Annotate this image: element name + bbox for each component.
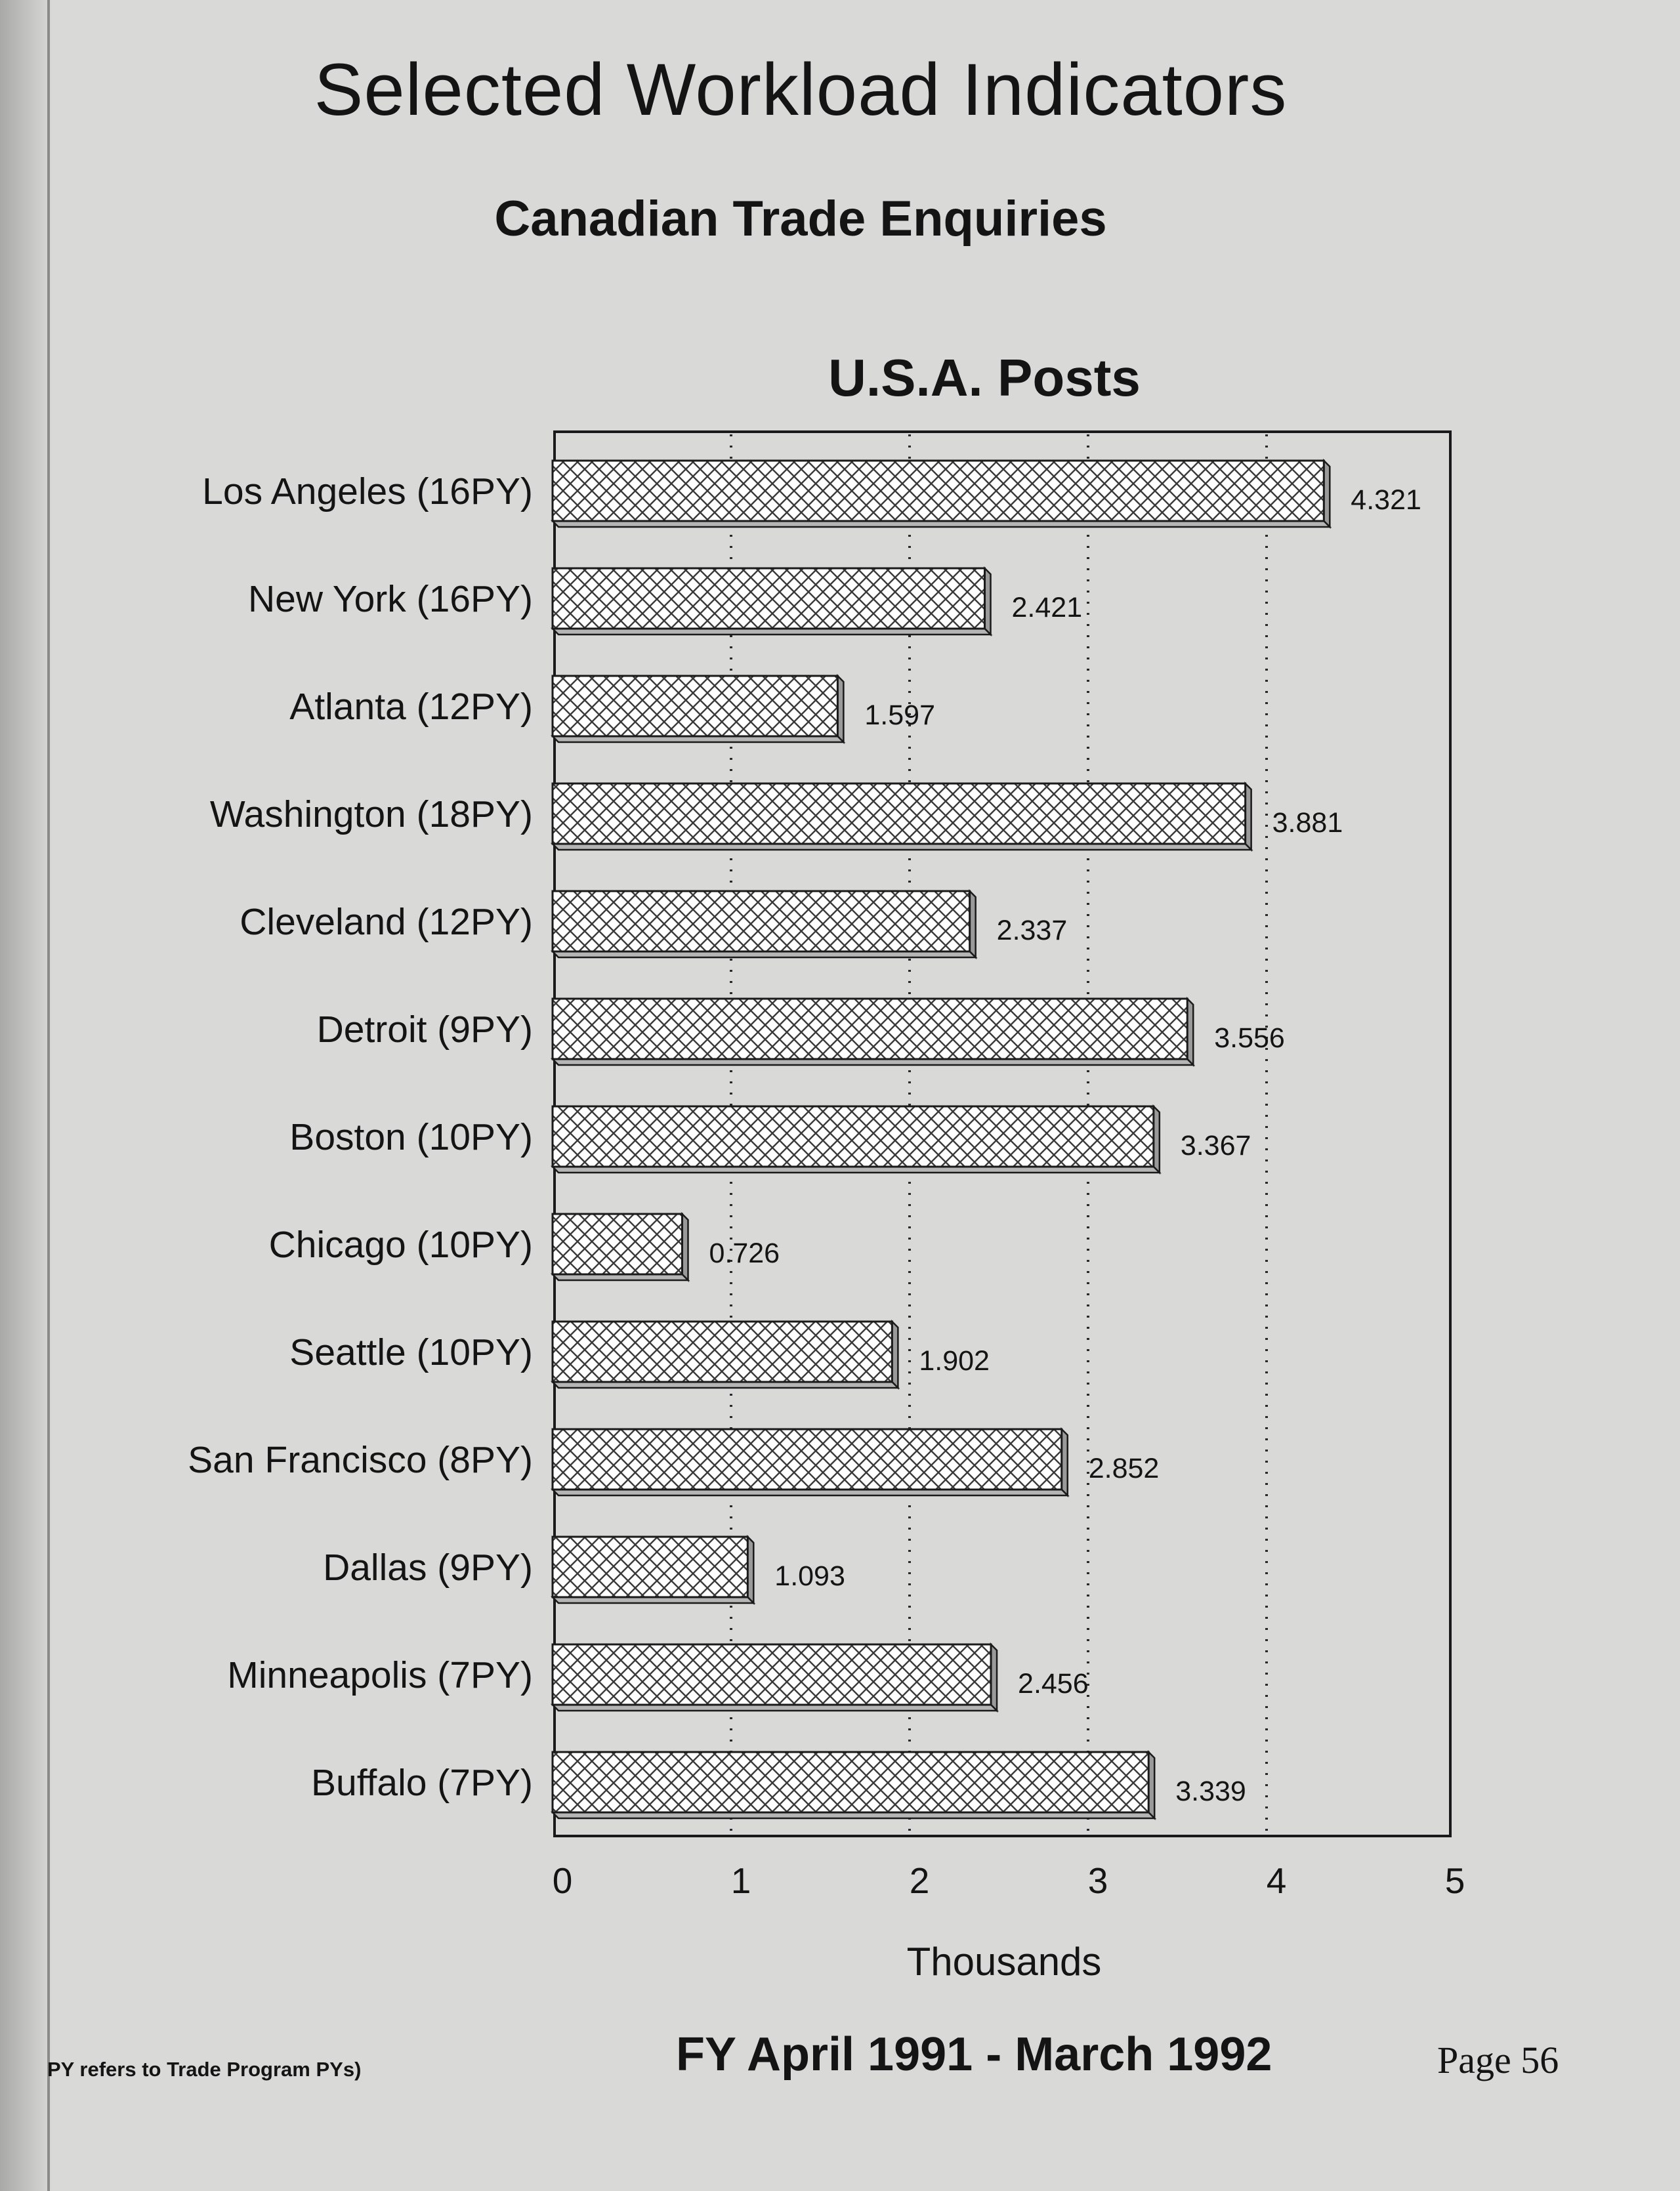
bar [553, 568, 991, 635]
bar-face [553, 783, 1246, 844]
category-label: Washington (18PY) [209, 793, 533, 835]
category-label: Minneapolis (7PY) [227, 1654, 533, 1696]
category-label: Seattle (10PY) [289, 1331, 533, 1373]
value-label: 1.597 [864, 699, 935, 731]
bar [553, 1644, 997, 1711]
category-label: Boston (10PY) [289, 1116, 533, 1158]
x-tick-label: 4 [1266, 1860, 1287, 1901]
bar [553, 1429, 1068, 1495]
x-axis-title: Thousands [906, 1940, 1102, 1984]
value-label: 2.852 [1088, 1453, 1160, 1484]
bar [553, 1106, 1160, 1173]
page-subtitle: Canadian Trade Enquiries [494, 191, 1107, 247]
value-label: 0.726 [709, 1238, 780, 1269]
bar-face [553, 568, 985, 629]
bar-face [553, 1752, 1148, 1812]
bar [553, 676, 843, 742]
value-label: 3.881 [1272, 807, 1343, 839]
value-label: 1.093 [774, 1560, 845, 1592]
value-label: 3.367 [1180, 1130, 1251, 1161]
x-axis-ticks [553, 1860, 1465, 1901]
bar-face [553, 1106, 1154, 1167]
bar-face [553, 891, 970, 951]
category-label: Chicago (10PY) [268, 1224, 533, 1266]
bar [553, 1214, 688, 1280]
bar [553, 461, 1330, 527]
bar [553, 1752, 1154, 1818]
x-tick-label: 3 [1087, 1860, 1108, 1901]
value-label: 2.456 [1018, 1668, 1089, 1700]
value-label: 3.339 [1175, 1776, 1246, 1807]
chart-title: U.S.A. Posts [828, 348, 1141, 407]
category-label: Cleveland (12PY) [240, 901, 533, 943]
page-title: Selected Workload Indicators [314, 49, 1288, 131]
bar [553, 891, 976, 957]
x-tick-label: 0 [552, 1860, 573, 1901]
bar-face [553, 1429, 1062, 1490]
bar-face [553, 999, 1187, 1059]
value-label: 3.556 [1214, 1022, 1285, 1054]
bar-face [553, 1322, 892, 1382]
category-label: Atlanta (12PY) [289, 686, 533, 728]
value-label: 1.902 [919, 1345, 990, 1377]
bar [553, 1537, 753, 1603]
category-label: San Francisco (8PY) [188, 1439, 533, 1481]
category-label: Buffalo (7PY) [311, 1762, 533, 1804]
x-tick-label: 1 [730, 1860, 751, 1901]
category-label: New York (16PY) [247, 578, 533, 620]
value-label: 2.337 [996, 915, 1068, 946]
fiscal-year-footer: FY April 1991 - March 1992 [676, 2028, 1272, 2081]
bar [553, 1322, 898, 1388]
footnote: PY refers to Trade Program PYs) [47, 2058, 362, 2081]
bar [553, 999, 1193, 1065]
category-label: Detroit (9PY) [316, 1009, 533, 1051]
x-tick-label: 2 [909, 1860, 930, 1901]
bar [553, 783, 1251, 850]
page-number: Page 56 [1437, 2039, 1559, 2081]
value-label: 4.321 [1351, 484, 1421, 516]
bar-face [553, 1214, 682, 1274]
category-label: Dallas (9PY) [323, 1547, 533, 1589]
bar-face [553, 1644, 991, 1705]
bar-face [553, 461, 1324, 521]
value-label: 2.421 [1011, 592, 1083, 623]
bar-face [553, 676, 837, 736]
category-labels [188, 470, 533, 1804]
category-label: Los Angeles (16PY) [202, 470, 533, 512]
bar-face [553, 1537, 747, 1597]
x-tick-label: 5 [1444, 1860, 1465, 1901]
